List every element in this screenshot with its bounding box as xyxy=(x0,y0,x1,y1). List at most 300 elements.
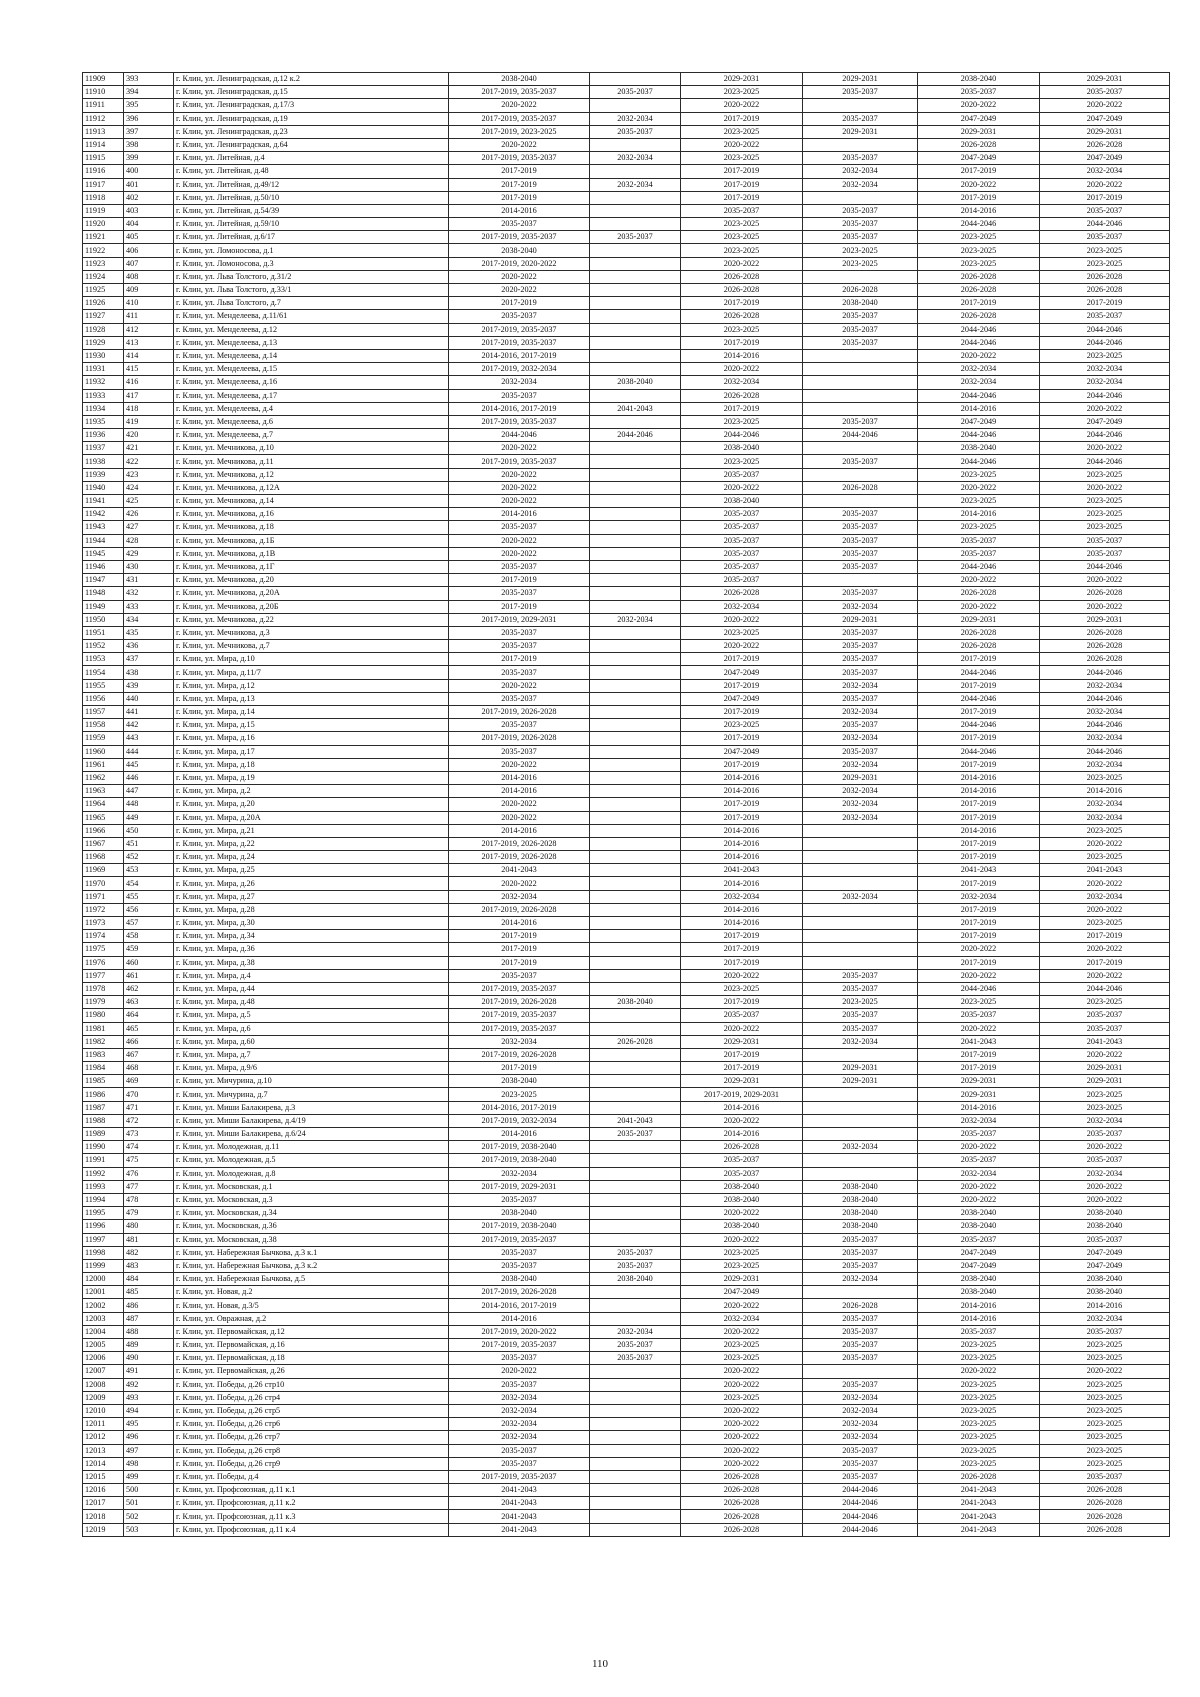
record-id-cell: 12011 xyxy=(83,1418,124,1431)
record-id-cell: 11993 xyxy=(83,1180,124,1193)
period-1-cell: 2014-2016, 2017-2019 xyxy=(449,402,590,415)
period-4-cell xyxy=(803,1365,918,1378)
period-3-cell: 2023-2025 xyxy=(681,231,803,244)
period-3-cell: 2014-2016 xyxy=(681,1101,803,1114)
period-2-cell xyxy=(590,811,681,824)
row-number-cell: 420 xyxy=(124,429,174,442)
period-3-cell: 2047-2049 xyxy=(681,666,803,679)
period-3-cell: 2023-2025 xyxy=(681,152,803,165)
period-5-cell: 2017-2019 xyxy=(918,732,1040,745)
table-row xyxy=(83,1207,1170,1220)
table-row xyxy=(83,600,1170,613)
address-cell: г. Клин, ул. Профсоюзная, д.11 к.4 xyxy=(174,1523,449,1536)
table-row xyxy=(83,1035,1170,1048)
address-cell: г. Клин, ул. Мечникова, д.3 xyxy=(174,626,449,639)
period-5-cell: 2038-2040 xyxy=(918,442,1040,455)
table-row xyxy=(83,587,1170,600)
period-2-cell xyxy=(590,363,681,376)
period-3-cell: 2020-2022 xyxy=(681,969,803,982)
period-4-cell: 2032-2034 xyxy=(803,732,918,745)
period-5-cell: 2038-2040 xyxy=(918,1273,1040,1286)
row-number-cell: 482 xyxy=(124,1246,174,1259)
period-1-cell: 2041-2043 xyxy=(449,864,590,877)
period-5-cell: 2041-2043 xyxy=(918,1484,1040,1497)
period-3-cell: 2020-2022 xyxy=(681,257,803,270)
record-id-cell: 11928 xyxy=(83,323,124,336)
period-2-cell: 2041-2043 xyxy=(590,402,681,415)
table-row xyxy=(83,429,1170,442)
period-6-cell: 2032-2034 xyxy=(1040,1312,1170,1325)
period-4-cell xyxy=(803,191,918,204)
period-4-cell: 2032-2034 xyxy=(803,798,918,811)
period-4-cell: 2044-2046 xyxy=(803,1510,918,1523)
period-1-cell: 2017-2019, 2035-2037 xyxy=(449,1233,590,1246)
table-row xyxy=(83,574,1170,587)
period-1-cell: 2017-2019, 2035-2037 xyxy=(449,1022,590,1035)
table-row xyxy=(83,1510,1170,1523)
record-id-cell: 11948 xyxy=(83,587,124,600)
table-row xyxy=(83,86,1170,99)
record-id-cell: 11995 xyxy=(83,1207,124,1220)
period-6-cell: 2047-2049 xyxy=(1040,1259,1170,1272)
row-number-cell: 403 xyxy=(124,204,174,217)
period-5-cell: 2020-2022 xyxy=(918,99,1040,112)
period-1-cell: 2017-2019, 2035-2037 xyxy=(449,415,590,428)
period-4-cell: 2032-2034 xyxy=(803,890,918,903)
period-5-cell: 2020-2022 xyxy=(918,600,1040,613)
row-number-cell: 411 xyxy=(124,310,174,323)
period-4-cell: 2032-2034 xyxy=(803,1273,918,1286)
row-number-cell: 436 xyxy=(124,640,174,653)
period-2-cell xyxy=(590,692,681,705)
table-row xyxy=(83,1101,1170,1114)
period-2-cell xyxy=(590,574,681,587)
row-number-cell: 450 xyxy=(124,824,174,837)
table-row xyxy=(83,1299,1170,1312)
record-id-cell: 11997 xyxy=(83,1233,124,1246)
period-6-cell: 2017-2019 xyxy=(1040,191,1170,204)
period-4-cell: 2038-2040 xyxy=(803,297,918,310)
period-5-cell: 2023-2025 xyxy=(918,495,1040,508)
record-id-cell: 11977 xyxy=(83,969,124,982)
record-id-cell: 12007 xyxy=(83,1365,124,1378)
period-3-cell: 2017-2019 xyxy=(681,943,803,956)
row-number-cell: 396 xyxy=(124,112,174,125)
period-1-cell: 2020-2022 xyxy=(449,877,590,890)
period-3-cell: 2017-2019 xyxy=(681,758,803,771)
table-row xyxy=(83,1075,1170,1088)
record-id-cell: 11939 xyxy=(83,468,124,481)
period-6-cell: 2014-2016 xyxy=(1040,785,1170,798)
period-2-cell: 2026-2028 xyxy=(590,1035,681,1048)
record-id-cell: 11917 xyxy=(83,178,124,191)
period-2-cell xyxy=(590,824,681,837)
period-5-cell: 2032-2034 xyxy=(918,1114,1040,1127)
address-cell: г. Клин, ул. Первомайская, д.16 xyxy=(174,1339,449,1352)
table-row xyxy=(83,1484,1170,1497)
record-id-cell: 11986 xyxy=(83,1088,124,1101)
row-number-cell: 417 xyxy=(124,389,174,402)
period-4-cell: 2029-2031 xyxy=(803,771,918,784)
address-cell: г. Клин, ул. Менделеева, д.11/61 xyxy=(174,310,449,323)
row-number-cell: 469 xyxy=(124,1075,174,1088)
row-number-cell: 501 xyxy=(124,1497,174,1510)
record-id-cell: 11913 xyxy=(83,125,124,138)
period-2-cell xyxy=(590,560,681,573)
period-6-cell: 2035-2037 xyxy=(1040,1022,1170,1035)
period-2-cell: 2035-2037 xyxy=(590,1246,681,1259)
table-row xyxy=(83,956,1170,969)
period-3-cell: 2041-2043 xyxy=(681,864,803,877)
record-id-cell: 11985 xyxy=(83,1075,124,1088)
period-1-cell: 2014-2016 xyxy=(449,508,590,521)
period-5-cell: 2029-2031 xyxy=(918,1075,1040,1088)
period-5-cell: 2023-2025 xyxy=(918,1378,1040,1391)
record-id-cell: 11999 xyxy=(83,1259,124,1272)
period-5-cell: 2032-2034 xyxy=(918,376,1040,389)
record-id-cell: 11979 xyxy=(83,996,124,1009)
period-5-cell: 2023-2025 xyxy=(918,1457,1040,1470)
period-6-cell: 2023-2025 xyxy=(1040,851,1170,864)
period-2-cell xyxy=(590,297,681,310)
period-4-cell xyxy=(803,495,918,508)
period-3-cell: 2020-2022 xyxy=(681,1431,803,1444)
period-1-cell: 2035-2037 xyxy=(449,1246,590,1259)
period-6-cell: 2020-2022 xyxy=(1040,877,1170,890)
period-1-cell: 2032-2034 xyxy=(449,1167,590,1180)
record-id-cell: 11976 xyxy=(83,956,124,969)
table-row xyxy=(83,837,1170,850)
period-4-cell: 2035-2037 xyxy=(803,719,918,732)
period-3-cell: 2017-2019 xyxy=(681,112,803,125)
record-id-cell: 12018 xyxy=(83,1510,124,1523)
address-cell: г. Клин, ул. Ленинградская, д.23 xyxy=(174,125,449,138)
address-cell: г. Клин, ул. Мира, д.5 xyxy=(174,1009,449,1022)
address-cell: г. Клин, ул. Литейная, д.6/17 xyxy=(174,231,449,244)
address-cell: г. Клин, ул. Мечникова, д.1Г xyxy=(174,560,449,573)
address-cell: г. Клин, ул. Первомайская, д.18 xyxy=(174,1352,449,1365)
period-3-cell: 2020-2022 xyxy=(681,1418,803,1431)
period-2-cell xyxy=(590,771,681,784)
row-number-cell: 464 xyxy=(124,1009,174,1022)
period-4-cell: 2038-2040 xyxy=(803,1180,918,1193)
period-4-cell: 2035-2037 xyxy=(803,1378,918,1391)
address-cell: г. Клин, ул. Литейная, д.54/39 xyxy=(174,204,449,217)
period-2-cell xyxy=(590,1378,681,1391)
row-number-cell: 430 xyxy=(124,560,174,573)
period-3-cell: 2020-2022 xyxy=(681,1114,803,1127)
address-cell: г. Клин, ул. Победы, д.26 стр7 xyxy=(174,1431,449,1444)
period-3-cell: 2026-2028 xyxy=(681,270,803,283)
record-id-cell: 11951 xyxy=(83,626,124,639)
period-5-cell: 2026-2028 xyxy=(918,1470,1040,1483)
row-number-cell: 500 xyxy=(124,1484,174,1497)
period-2-cell xyxy=(590,1457,681,1470)
period-4-cell: 2032-2034 xyxy=(803,1431,918,1444)
row-number-cell: 495 xyxy=(124,1418,174,1431)
period-2-cell xyxy=(590,165,681,178)
table-row xyxy=(83,1352,1170,1365)
period-4-cell: 2035-2037 xyxy=(803,231,918,244)
period-2-cell xyxy=(590,1233,681,1246)
address-cell: г. Клин, ул. Ленинградская, д.15 xyxy=(174,86,449,99)
period-5-cell: 2017-2019 xyxy=(918,811,1040,824)
row-number-cell: 494 xyxy=(124,1404,174,1417)
record-id-cell: 12014 xyxy=(83,1457,124,1470)
period-6-cell: 2023-2025 xyxy=(1040,349,1170,362)
period-6-cell: 2035-2037 xyxy=(1040,1154,1170,1167)
period-5-cell: 2023-2025 xyxy=(918,244,1040,257)
period-2-cell xyxy=(590,455,681,468)
period-3-cell: 2023-2025 xyxy=(681,323,803,336)
period-6-cell: 2038-2040 xyxy=(1040,1207,1170,1220)
period-5-cell: 2014-2016 xyxy=(918,824,1040,837)
period-5-cell: 2023-2025 xyxy=(918,1431,1040,1444)
period-3-cell: 2017-2019 xyxy=(681,930,803,943)
period-1-cell: 2032-2034 xyxy=(449,890,590,903)
period-5-cell: 2017-2019 xyxy=(918,903,1040,916)
address-cell: г. Клин, ул. Менделеева, д.12 xyxy=(174,323,449,336)
period-6-cell: 2017-2019 xyxy=(1040,930,1170,943)
period-1-cell: 2017-2019, 2020-2022 xyxy=(449,1325,590,1338)
table-row xyxy=(83,1193,1170,1206)
period-4-cell xyxy=(803,1048,918,1061)
table-row xyxy=(83,1009,1170,1022)
period-6-cell: 2047-2049 xyxy=(1040,152,1170,165)
period-1-cell: 2032-2034 xyxy=(449,1391,590,1404)
period-4-cell: 2035-2037 xyxy=(803,1352,918,1365)
address-cell: г. Клин, ул. Московская, д.38 xyxy=(174,1233,449,1246)
period-1-cell: 2020-2022 xyxy=(449,495,590,508)
table-row xyxy=(83,191,1170,204)
table-row xyxy=(83,1180,1170,1193)
period-5-cell: 2017-2019 xyxy=(918,1062,1040,1075)
period-4-cell xyxy=(803,1101,918,1114)
period-1-cell: 2017-2019 xyxy=(449,600,590,613)
period-1-cell: 2017-2019, 2035-2037 xyxy=(449,231,590,244)
period-5-cell: 2044-2046 xyxy=(918,745,1040,758)
period-2-cell xyxy=(590,468,681,481)
period-4-cell: 2029-2031 xyxy=(803,613,918,626)
period-2-cell xyxy=(590,1022,681,1035)
period-3-cell: 2026-2028 xyxy=(681,310,803,323)
table-row xyxy=(83,864,1170,877)
table-row xyxy=(83,1048,1170,1061)
record-id-cell: 11916 xyxy=(83,165,124,178)
period-5-cell: 2032-2034 xyxy=(918,890,1040,903)
period-6-cell: 2044-2046 xyxy=(1040,429,1170,442)
period-6-cell: 2023-2025 xyxy=(1040,1404,1170,1417)
period-1-cell: 2017-2019 xyxy=(449,165,590,178)
record-id-cell: 12017 xyxy=(83,1497,124,1510)
record-id-cell: 11963 xyxy=(83,785,124,798)
period-2-cell xyxy=(590,218,681,231)
row-number-cell: 444 xyxy=(124,745,174,758)
row-number-cell: 439 xyxy=(124,679,174,692)
period-4-cell xyxy=(803,99,918,112)
period-1-cell: 2017-2019, 2032-2034 xyxy=(449,1114,590,1127)
period-5-cell: 2017-2019 xyxy=(918,917,1040,930)
period-4-cell: 2032-2034 xyxy=(803,785,918,798)
period-6-cell: 2020-2022 xyxy=(1040,1048,1170,1061)
row-number-cell: 424 xyxy=(124,481,174,494)
period-3-cell: 2047-2049 xyxy=(681,1286,803,1299)
table-row xyxy=(83,455,1170,468)
period-1-cell: 2044-2046 xyxy=(449,429,590,442)
period-4-cell: 2044-2046 xyxy=(803,1497,918,1510)
period-5-cell: 2029-2031 xyxy=(918,1088,1040,1101)
period-6-cell: 2020-2022 xyxy=(1040,837,1170,850)
address-cell: г. Клин, ул. Мира, д.30 xyxy=(174,917,449,930)
period-6-cell: 2035-2037 xyxy=(1040,534,1170,547)
period-2-cell: 2032-2034 xyxy=(590,613,681,626)
address-cell: г. Клин, ул. Мира, д.26 xyxy=(174,877,449,890)
row-number-cell: 412 xyxy=(124,323,174,336)
period-4-cell xyxy=(803,1154,918,1167)
period-4-cell: 2044-2046 xyxy=(803,1484,918,1497)
record-id-cell: 12005 xyxy=(83,1339,124,1352)
period-1-cell: 2041-2043 xyxy=(449,1484,590,1497)
table-row xyxy=(83,1391,1170,1404)
period-5-cell: 2017-2019 xyxy=(918,191,1040,204)
period-2-cell: 2035-2037 xyxy=(590,231,681,244)
period-4-cell xyxy=(803,402,918,415)
period-6-cell: 2026-2028 xyxy=(1040,587,1170,600)
record-id-cell: 11933 xyxy=(83,389,124,402)
period-2-cell xyxy=(590,626,681,639)
record-id-cell: 11957 xyxy=(83,706,124,719)
table-row xyxy=(83,1497,1170,1510)
row-number-cell: 493 xyxy=(124,1391,174,1404)
period-4-cell xyxy=(803,943,918,956)
address-cell: г. Клин, ул. Миши Балакирева, д.3 xyxy=(174,1101,449,1114)
address-cell: г. Клин, ул. Московская, д.3 xyxy=(174,1193,449,1206)
address-cell: г. Клин, ул. Менделеева, д.4 xyxy=(174,402,449,415)
row-number-cell: 410 xyxy=(124,297,174,310)
period-2-cell xyxy=(590,956,681,969)
address-cell: г. Клин, ул. Менделеева, д.16 xyxy=(174,376,449,389)
period-3-cell: 2035-2037 xyxy=(681,547,803,560)
record-id-cell: 11936 xyxy=(83,429,124,442)
record-id-cell: 11961 xyxy=(83,758,124,771)
period-5-cell: 2044-2046 xyxy=(918,323,1040,336)
period-2-cell xyxy=(590,1497,681,1510)
record-id-cell: 11954 xyxy=(83,666,124,679)
period-5-cell: 2020-2022 xyxy=(918,1022,1040,1035)
period-4-cell: 2032-2034 xyxy=(803,811,918,824)
period-4-cell: 2035-2037 xyxy=(803,1457,918,1470)
period-4-cell: 2029-2031 xyxy=(803,1075,918,1088)
period-1-cell: 2038-2040 xyxy=(449,73,590,86)
row-number-cell: 462 xyxy=(124,982,174,995)
period-2-cell xyxy=(590,310,681,323)
address-cell: г. Клин, ул. Мира, д.10 xyxy=(174,653,449,666)
row-number-cell: 402 xyxy=(124,191,174,204)
record-id-cell: 11967 xyxy=(83,837,124,850)
period-3-cell: 2020-2022 xyxy=(681,481,803,494)
period-5-cell: 2044-2046 xyxy=(918,666,1040,679)
period-1-cell: 2014-2016 xyxy=(449,824,590,837)
period-4-cell: 2035-2037 xyxy=(803,626,918,639)
address-cell: г. Клин, ул. Мира, д.21 xyxy=(174,824,449,837)
period-6-cell: 2020-2022 xyxy=(1040,1180,1170,1193)
period-4-cell: 2035-2037 xyxy=(803,112,918,125)
record-id-cell: 11950 xyxy=(83,613,124,626)
period-4-cell: 2032-2034 xyxy=(803,1141,918,1154)
row-number-cell: 481 xyxy=(124,1233,174,1246)
period-1-cell: 2017-2019, 2026-2028 xyxy=(449,1048,590,1061)
period-3-cell: 2023-2025 xyxy=(681,1246,803,1259)
period-2-cell xyxy=(590,640,681,653)
period-1-cell: 2017-2019, 2026-2028 xyxy=(449,903,590,916)
period-6-cell: 2032-2034 xyxy=(1040,363,1170,376)
period-2-cell xyxy=(590,244,681,257)
period-1-cell: 2020-2022 xyxy=(449,442,590,455)
period-4-cell: 2035-2037 xyxy=(803,587,918,600)
period-1-cell: 2038-2040 xyxy=(449,244,590,257)
row-number-cell: 478 xyxy=(124,1193,174,1206)
record-id-cell: 12019 xyxy=(83,1523,124,1536)
period-2-cell xyxy=(590,719,681,732)
period-3-cell: 2017-2019 xyxy=(681,956,803,969)
period-3-cell: 2020-2022 xyxy=(681,1325,803,1338)
record-id-cell: 11983 xyxy=(83,1048,124,1061)
period-1-cell: 2035-2037 xyxy=(449,1352,590,1365)
table-row xyxy=(83,495,1170,508)
period-6-cell: 2044-2046 xyxy=(1040,560,1170,573)
period-4-cell: 2035-2037 xyxy=(803,640,918,653)
row-number-cell: 394 xyxy=(124,86,174,99)
period-1-cell: 2035-2037 xyxy=(449,1259,590,1272)
record-id-cell: 11912 xyxy=(83,112,124,125)
table-row xyxy=(83,112,1170,125)
record-id-cell: 11981 xyxy=(83,1022,124,1035)
table-row xyxy=(83,1246,1170,1259)
address-cell: г. Клин, ул. Менделеева, д.13 xyxy=(174,336,449,349)
record-id-cell: 11945 xyxy=(83,547,124,560)
period-6-cell: 2029-2031 xyxy=(1040,1062,1170,1075)
period-3-cell: 2035-2037 xyxy=(681,521,803,534)
period-5-cell: 2017-2019 xyxy=(918,956,1040,969)
period-2-cell xyxy=(590,1154,681,1167)
row-number-cell: 447 xyxy=(124,785,174,798)
record-id-cell: 11937 xyxy=(83,442,124,455)
table-row xyxy=(83,719,1170,732)
row-number-cell: 451 xyxy=(124,837,174,850)
period-5-cell: 2020-2022 xyxy=(918,1180,1040,1193)
period-5-cell: 2038-2040 xyxy=(918,1207,1040,1220)
period-5-cell: 2014-2016 xyxy=(918,402,1040,415)
period-1-cell: 2017-2019, 2035-2037 xyxy=(449,982,590,995)
period-3-cell: 2035-2037 xyxy=(681,534,803,547)
period-1-cell: 2017-2019 xyxy=(449,297,590,310)
row-number-cell: 395 xyxy=(124,99,174,112)
period-6-cell: 2023-2025 xyxy=(1040,468,1170,481)
period-6-cell: 2035-2037 xyxy=(1040,1128,1170,1141)
period-3-cell: 2017-2019 xyxy=(681,1048,803,1061)
address-cell: г. Клин, ул. Мира, д.11/7 xyxy=(174,666,449,679)
period-5-cell: 2020-2022 xyxy=(918,1365,1040,1378)
period-2-cell xyxy=(590,798,681,811)
period-4-cell: 2026-2028 xyxy=(803,284,918,297)
period-5-cell: 2026-2028 xyxy=(918,138,1040,151)
period-6-cell: 2017-2019 xyxy=(1040,956,1170,969)
row-number-cell: 414 xyxy=(124,349,174,362)
period-4-cell xyxy=(803,903,918,916)
table-row xyxy=(83,890,1170,903)
period-3-cell: 2020-2022 xyxy=(681,1404,803,1417)
table-row xyxy=(83,917,1170,930)
